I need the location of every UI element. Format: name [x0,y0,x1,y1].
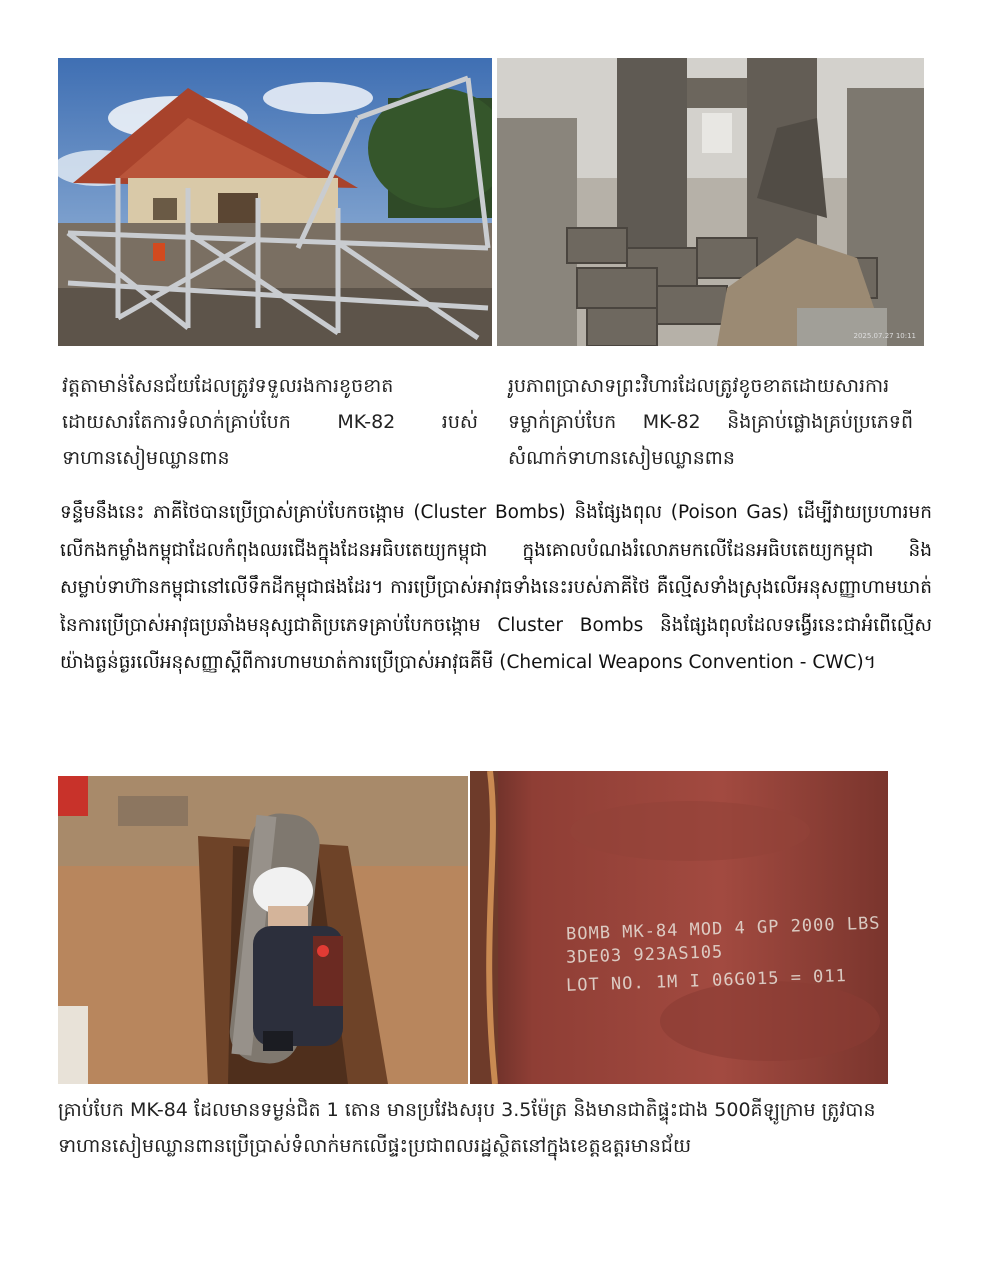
bomb-stamp-line-3: LOT NO. 1M I 06G015 = 011 [565,966,848,996]
caption-preah-vihear: រូបភាពប្រាសាទព្រះវិហារដែលត្រូវខូចខាតដោយសារការទម្លាក់គ្រាប់បែក MK-82 និងគ្រាប់ផ្លោងគ្រប់ប្រភេទពីសំណាក់ទាហានសៀមឈ្លានពាន [508,375,913,469]
photo-bomb-markings [470,771,888,1084]
caption-mk84-bomb: គ្រាប់បែក MK-84 ដែលមានទម្ងន់ជិត 1 តោន មានប្រវែងសរុប 3.5ម៉ែត្រ និងមានជាតិផ្ទុះជាង 500គីឡូក្រាម ត្រូវបានទាហានសៀមឈ្លានពានប្រើប្រាស់ទំលាក់មកលើផ្ទះប្រជាពលរដ្ឋស្ថិតនៅក្នុងខេត្តឧត្តរមានជ័យ [58,1099,876,1157]
photo-damaged-temple [497,58,924,346]
photo-deminer-bomb [58,776,468,1084]
caption-wat-ta-moan: វត្តតាមាន់សែនជ័យដែលត្រូវទទួលរងការខូចខាតដោយសារតែការទំលាក់គ្រាប់បែក MK-82 របស់ទាហានសៀមឈ្លានពាន [62,375,478,469]
body-paragraph: ទន្ទឹមនឹងនេះ ភាគីថៃបានប្រើប្រាស់គ្រាប់បែកចង្កោម (Cluster Bombs) និងផ្សែងពុល (Poison Gas) ដើម្បីវាយប្រហារមកលើកងកម្លាំងកម្ពុជាដែលកំពុងឈរជើងក្នុងដែនអធិបតេយ្យកម្ពុជា ក្នុងគោលបំណងរំលោភមកលើដែនអធិបតេយ្យកម្ពុជា និងសម្លាប់ទាហ៊ានកម្ពុជានៅលើទឹកដីកម្ពុជាផងដែរ។ ការប្រើប្រាស់អាវុធទាំងនេះរបស់ភាគីថៃ គឺល្មើសទាំងស្រុងលើអនុសញ្ញាហាមឃាត់នៃការប្រើប្រាស់អាវុធប្រឆាំងមនុស្សជាតិប្រភេទគ្រាប់បែកចង្កោម Cluster Bombs និងផ្សែងពុលដែលទង្វើរនេះជាអំពើល្មើសយ៉ាងធ្ងន់ធ្ងរលើអនុសញ្ញាស្តីពីការហាមឃាត់ការប្រើប្រាស់អាវុធគីមី (Chemical Weapons Convention - CWC)។ [60,502,932,673]
bomb-stamp-line-1: BOMB MK-84 MOD 4 GP 2000 LBS [565,913,881,945]
photo-damaged-building [58,58,492,346]
photo-timestamp: 2025.07.27 10:11 [853,332,916,340]
bomb-stamp-line-2: 3DE03 923AS105 [565,942,724,968]
